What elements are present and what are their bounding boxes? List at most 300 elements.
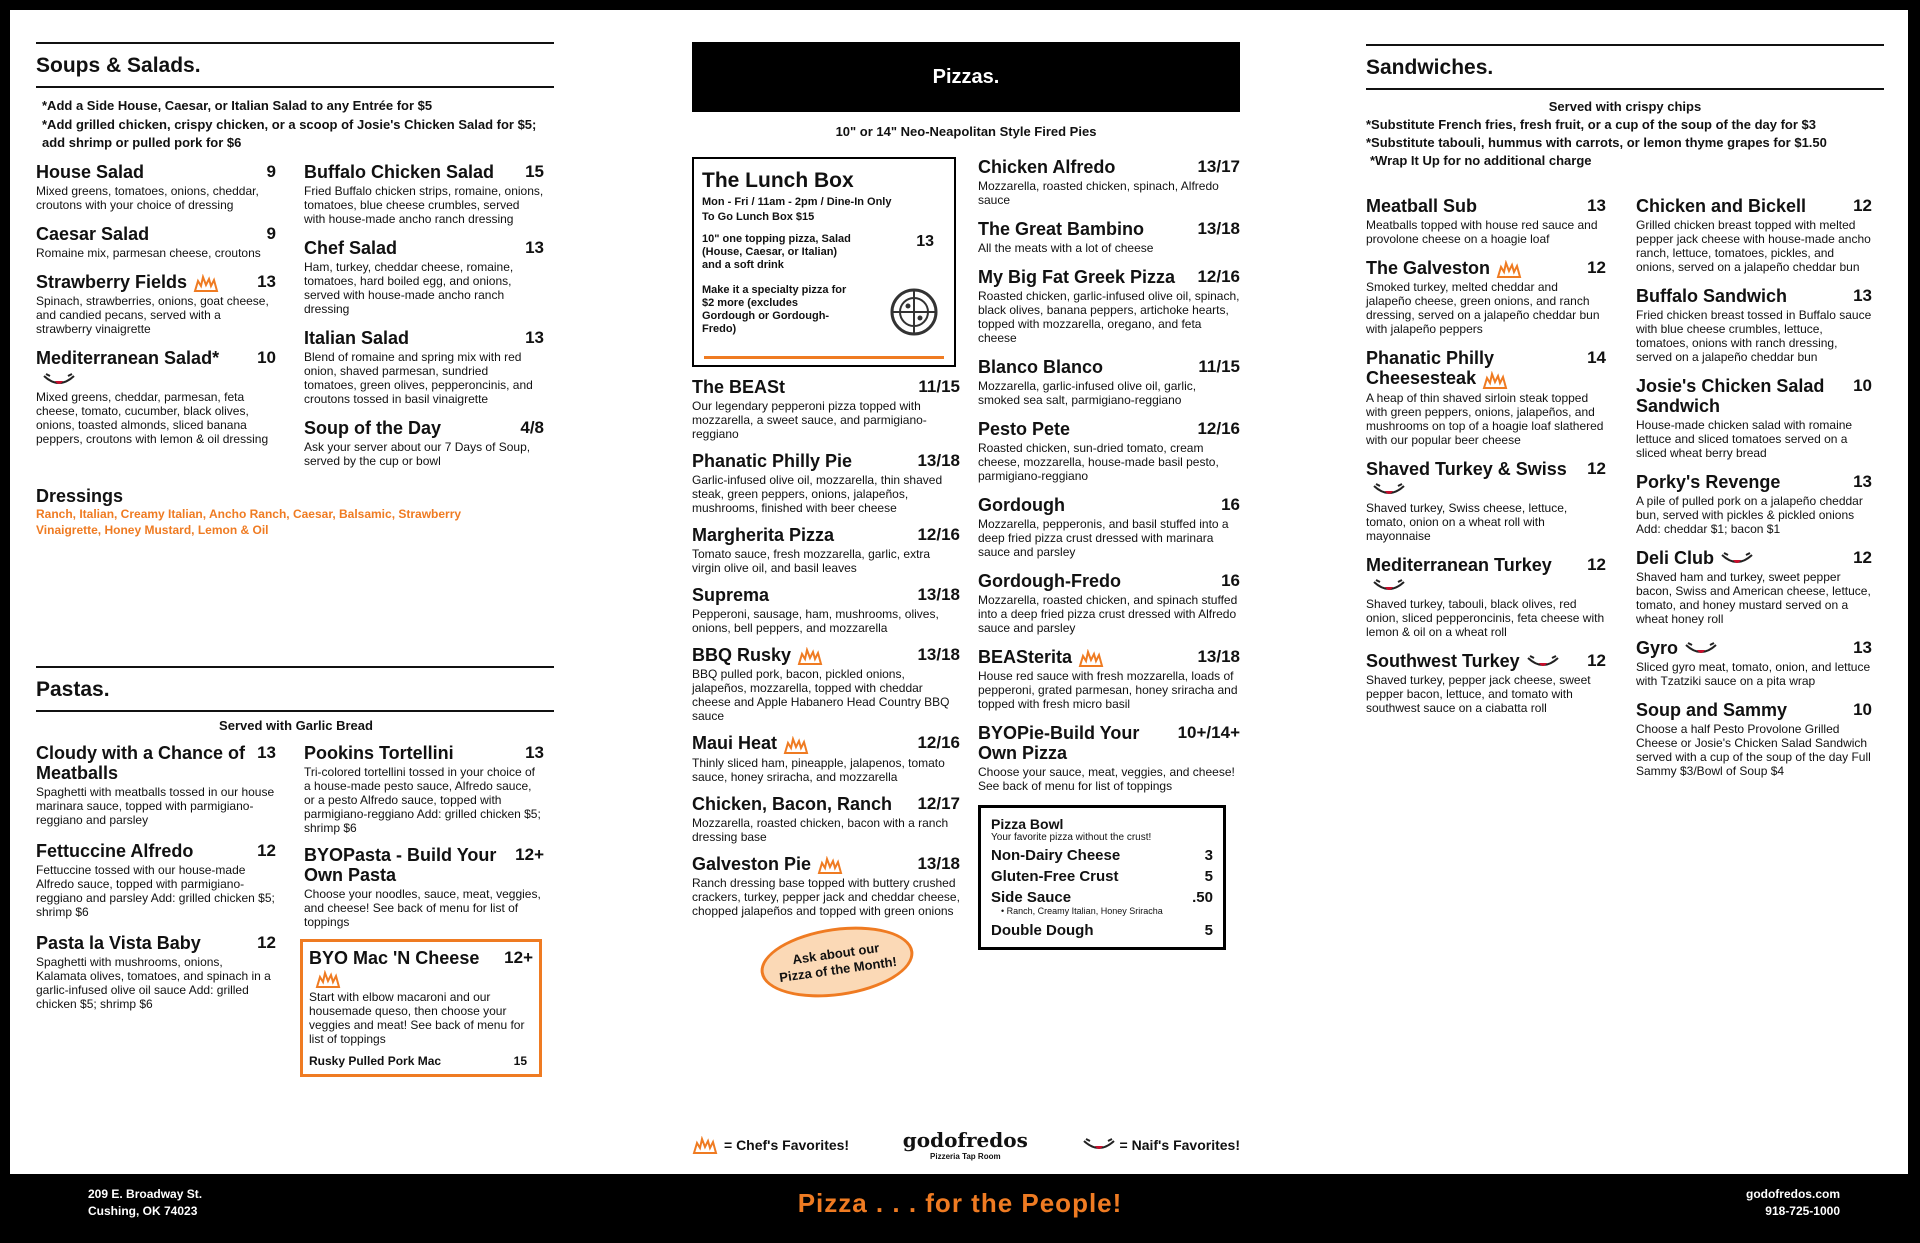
menu-item-name [978,157,1115,177]
menu-item-header [304,238,544,258]
menu-item-header [304,328,544,348]
mac-sub-item [309,1054,533,1068]
menu-item [692,854,960,918]
menu-item-header [978,267,1240,287]
bowl-row-name: Double Dough [991,922,1094,940]
bowl-row-name: Non-Dairy Cheese [991,847,1121,865]
menu-item-name-text: My Big Fat Greek Pizza [978,267,1176,287]
menu-item-name-text: Strawberry Fields [36,272,188,292]
menu-item-price: 14 [1587,348,1606,368]
menu-item-price: 16 [1221,495,1240,514]
soups-note: *Add grilled chicken, crispy chicken, or a scoop of Josie's Chicken Salad for $5; add shrimp or pulled pork for $6 [42,117,537,150]
menu-item-name [692,585,769,605]
soups-title: Soups & Salads. [36,54,201,77]
menu-item-header [36,841,276,861]
menu-item-name-text: The Great Bambino [978,219,1145,239]
legend-naif-text: = Naif's Favorites! [1119,1136,1240,1153]
bowl-row-name: Gluten-Free Crust [991,868,1119,886]
menu-item-desc: Shaved turkey, tabouli, black olives, red onion, sliced pepperoncinis, feta cheese with lemon & oil on a wheat roll [1366,596,1605,639]
menu-item-name [1636,376,1847,416]
pizzas-right-col [978,157,1240,996]
menu-item-header [1636,286,1872,306]
soups-note: *Add a Side House, Caesar, or Italian Salad to any Entrée for $5 [42,98,433,113]
menu-item [36,933,276,1011]
menu-item [1366,258,1606,336]
bowl-title: Pizza Bowl [991,816,1064,833]
menu-item-desc: Ask your server about our 7 Days of Soup, served by the cup or bowl [304,440,531,468]
menu-item-desc: BBQ pulled pork, bacon, pickled onions, jalapeños, mozzarella, topped with cheddar cheese and Apple Habanero Head Country BBQ sauce [692,667,950,724]
menu-item-name [1366,196,1477,216]
right-column [1366,10,1896,790]
menu-item-header [692,585,960,605]
pastas-right-list [304,743,544,929]
menu-item-header [36,348,276,388]
menu-item-header [978,419,1240,439]
menu-item-desc: Roasted chicken, sun-dried tomato, cream cheese, mozzarella, house-made basil pesto, parmigiano-reggiano [978,441,1219,483]
menu-item [692,585,960,635]
menu-item [692,451,960,515]
menu-item [304,743,544,835]
menu-item-desc: Mixed greens, tomatoes, onions, cheddar, croutons with your choice of dressing [36,184,259,212]
pizza-bowl-box [978,805,1226,950]
menu-item [36,162,276,212]
pizzas-left-list [692,377,960,918]
menu-item-name-text: Caesar Salad [36,224,150,244]
menu-item [1366,196,1606,246]
menu-item [1366,555,1606,639]
menu-item-header [692,645,960,665]
chef-favorite-icon [1482,371,1508,389]
menu-item-price: 12 [1587,554,1606,574]
menu-item-name [978,571,1121,591]
menu-item-header [692,377,960,397]
pizzas-title-bar [692,42,1240,112]
naif-favorite-icon [1372,482,1406,498]
menu-item-desc: Choose your noodles, sauce, meat, veggies, and cheese! See back of menu for list of toppings [304,887,541,929]
menu-item-price: 9 [266,162,276,181]
menu-item-name-text: Buffalo Sandwich [1636,286,1788,306]
menu-item [978,357,1240,407]
menu-item-price: 13 [525,328,544,347]
menu-item [1366,459,1606,543]
menu-item-name [692,854,843,874]
menu-item-desc: Spaghetti with mushrooms, onions, Kalamata olives, tomatoes, and spinach in a garlic-infused olive oil sauce Add: grilled chicken $5; shrimp $6 [36,955,271,1011]
naif-favorite-icon [1082,1137,1116,1153]
menu-item-name [692,645,823,665]
menu-item [1636,638,1872,688]
naif-favorite-icon [1684,641,1718,657]
menu-item-price: 9 [266,224,276,243]
mac-box [300,939,542,1077]
menu-item-desc: Choose a half Pesto Provolone Grilled Cheese or Josie's Chicken Salad Sandwich served with a cup of the soup of the day Full Sammy $3/Bowl of Soup $4 [1636,722,1871,778]
menu-item [1636,472,1872,536]
menu-item-name [978,723,1172,763]
sandwich-note: *Substitute tabouli, hummus with carrots, or lemon thyme grapes for $1.50 [1366,135,1827,150]
sandwich-left-list [1366,196,1606,790]
bowl-row-name: Side Sauce [991,889,1072,907]
chef-favorite-icon [315,970,341,988]
menu-item [36,841,276,919]
dressings-list: Ranch, Italian, Creamy Italian, Ancho Ranch, Caesar, Balsamic, Strawberry Vinaigrette, Honey Mustard, Lemon & Oil [36,507,462,537]
naif-favorite-icon [42,372,76,388]
menu-item-name-text: Phanatic Philly Pie [692,451,853,471]
menu-item-header [1366,258,1606,278]
menu-item-price: 12 [1587,650,1606,670]
menu-item-name [36,841,193,861]
menu-item [1636,700,1872,778]
menu-item-desc: Pepperoni, sausage, ham, mushrooms, olives, onions, bell peppers, and mozzarella [692,607,939,635]
menu-item-name-text: Gyro [1636,638,1679,658]
phone-number[interactable]: 918-725-1000 [1765,1204,1840,1218]
menu-item-price: 12/16 [1197,419,1240,438]
menu-item [304,328,544,406]
bowl-row-price: 5 [1204,868,1213,886]
menu-item-price: 11/15 [1198,357,1240,376]
menu-item [978,647,1240,711]
menu-item-name-text: Porky's Revenge [1636,472,1781,492]
menu-item-header [1636,472,1872,492]
menu-item-header [304,743,544,763]
menu-item-name-text: Mediterranean Salad* [36,348,220,369]
menu-item-price: 4/8 [520,418,544,437]
chef-favorite-icon [797,647,823,665]
pizzas-title: Pizzas. [932,65,1000,88]
menu-item-header [978,157,1240,177]
menu-item [692,645,960,723]
lunch-hours: Mon - Fri / 11am - 2pm / Dine-In Only [702,196,892,208]
menu-item-name-text: The Galveston [1366,258,1491,278]
legend-naif [1082,1137,1240,1153]
menu-item-desc: Spaghetti with meatballs tossed in our house marinara sauce, topped with parmigiano-reggiano and parsley [36,785,275,827]
menu-item-price: 13/18 [917,853,960,873]
menu-item-price: 12/16 [917,733,960,753]
menu-item-name-text: Fettuccine Alfredo [36,841,194,861]
menu-item-name [978,419,1070,439]
menu-item-name [304,162,494,182]
menu-item-header [36,743,276,783]
mac-sub-price: 15 [513,1054,527,1069]
menu-item-name [978,647,1104,667]
menu-item-price: 13/18 [917,451,960,470]
menu-item-header [692,451,960,471]
menu-item-desc: Mozzarella, roasted chicken, and spinach stuffed into a deep fried pizza crust dressed with Alfredo sauce and parsley [978,593,1238,635]
bowl-row-price: 3 [1204,847,1213,865]
menu-item [1366,348,1606,446]
menu-item-header [692,733,960,753]
naif-favorite-icon [1720,551,1754,567]
menu-item-desc: Choose your sauce, meat, veggies, and cheese! See back of menu for list of toppings [978,765,1235,794]
menu-item-name [1366,258,1522,278]
menu-item-desc: Mozzarella, roasted chicken, spinach, Alfredo sauce [978,179,1219,207]
bowl-row [991,922,1213,939]
menu-item-name [1636,472,1780,492]
menu-item-price: 13/18 [1197,647,1240,666]
menu-item [978,267,1240,345]
menu-item [304,238,544,316]
menu-item-name [692,794,892,814]
menu-item [692,794,960,844]
menu-item-price: 10 [257,348,276,368]
menu-item [304,162,544,226]
menu-item-name [1366,651,1560,671]
menu-item-header [1366,196,1606,216]
sandwich-note: *Substitute French fries, fresh fruit, or a cup of the soup of the day for $3 [1366,117,1816,132]
chef-favorite-icon [1496,260,1522,278]
legend-chef [692,1136,849,1154]
menu-item-name-text: Blanco Blanco [978,357,1104,377]
menu-item-desc: Fettuccine tossed with our house-made Alfredo sauce, topped with parmigiano-reggiano and parsley Add: grilled chicken $5; shrimp $6 [36,863,275,919]
menu-item-price: 10 [1853,376,1872,395]
naif-favorite-icon [1526,654,1560,670]
menu-item-header [1636,376,1872,416]
menu-item-name-text: Cloudy with a Chance of Meatballs [36,743,246,783]
menu-item-desc: Roasted chicken, garlic-infused olive oil, spinach, black olives, banana peppers, artichoke hearts, topped with mozzarella, oregano, and feta cheese [978,289,1240,345]
menu-item-name-text: BYOPie-Build Your Own Pizza [978,723,1140,764]
menu-item-name-text: Gordough [978,495,1065,515]
menu-item-desc: All the meats with a lot of cheese [978,241,1154,255]
menu-item-header [978,219,1240,239]
mac-sub-name: Rusky Pulled Pork Mac [309,1054,442,1069]
menu-item [1366,651,1606,715]
sandwiches-title: Sandwiches. [1366,56,1494,79]
legend-chef-text: = Chef's Favorites! [724,1136,850,1153]
pastas-title: Pastas. [36,678,110,701]
menu-item-desc: House red sauce with fresh mozzarella, loads of pepperoni, grated parmesan, honey sriracha and topped with fresh micro basil [978,669,1238,712]
website-link[interactable]: godofredos.com [1745,1187,1840,1201]
pizzas-left-col [692,157,960,996]
menu-item-name-text: House Salad [36,162,145,182]
menu-item-desc: Romaine mix, parmesan cheese, croutons [36,246,261,260]
logo-text: godofredos [902,1128,1028,1152]
divider [36,666,554,668]
mac-item [309,948,533,988]
menu-item-name [1366,348,1581,388]
menu-item [692,525,960,575]
menu-item-header [1366,348,1606,388]
menu-item-price: 13 [1853,638,1872,657]
menu-item-name-text: Chicken and Bickell [1636,196,1807,216]
menu-item-name-text: Chef Salad [304,238,398,258]
menu-item-name-text: Margherita Pizza [692,525,835,545]
menu-item-name-text: Soup of the Day [304,418,442,438]
left-column [36,10,556,1069]
menu-item-name [304,845,509,885]
menu-item-desc: Mixed greens, cheddar, parmesan, feta cheese, tomato, cucumber, black olives, onions, toasted almonds, sliced banana peppers, croutons with lemon & oil dressing [36,390,269,447]
menu-item-desc: A pile of pulled pork on a jalapeño cheddar bun, served with pickles & pickled onions Add: cheddar $1; bacon $1 [1636,494,1863,536]
menu-item-price: 16 [1221,571,1240,590]
menu-item [692,377,960,441]
menu-item-header [36,272,276,292]
menu-item-name-text: Italian Salad [304,328,410,348]
pastas-left-list [36,743,276,1077]
menu-item [978,571,1240,635]
sandwich-note: *Wrap It Up for no additional charge [1370,153,1592,168]
menu-item-price: 13 [525,238,544,257]
lunch-specialty-row [702,284,946,340]
menu-item-name-text: Suprema [692,585,770,605]
menu-item-desc: Ham, turkey, cheddar cheese, romaine, tomatoes, hard boiled egg, and onions, served with house-made ancho ranch dressing [304,260,514,316]
pizzas-subtitle: 10" or 14" Neo-Neapolitan Style Fired Pies [835,124,1097,139]
menu-item-name-text: Phanatic Philly Cheesesteak [1366,348,1495,389]
menu-item-header [36,162,276,182]
menu-item-header [692,525,960,545]
menu-item-name [36,743,251,783]
menu-item-header [1636,700,1872,720]
menu-item [1636,376,1872,460]
menu-item-header [978,723,1240,763]
menu-item-price: 13/18 [1197,219,1240,238]
menu-item-name [1636,700,1787,720]
menu-item-desc: Grilled chicken breast topped with melted pepper jack cheese with house-made ancho ranch, lettuce, tomatoes, pickles, and onions, served on a jalapeño cheddar bun [1636,218,1871,274]
menu-item-price: 13/18 [917,585,960,604]
menu-item-name [1636,548,1754,568]
menu-item-price: 12+ [515,845,544,864]
menu-page [10,10,1908,1174]
menu-item-desc: Blend of romaine and spring mix with red onion, shaved parmesan, sundried tomatoes, green olives, pepperoncinis, and croutons tossed in basil vinaigrette [304,350,533,406]
soups-left-list [36,162,276,480]
dressings-title: Dressings [36,486,124,506]
menu-item-header [692,854,960,874]
menu-item-desc: Tri-colored tortellini tossed in your choice of a house-made pesto sauce, Alfredo sauce, or a pesto Alfredo sauce, topped with parmigiano-reggiano Add: grilled chicken $5; shrimp $6 [304,765,541,835]
menu-item [978,723,1240,793]
menu-item-desc: Spinach, strawberries, onions, goat cheese, and candied pecans, served with a strawberry vinaigrette [36,294,269,337]
menu-item-header [978,647,1240,667]
menu-item [36,272,276,336]
menu-item-price: 12 [1853,196,1872,215]
chef-favorite-icon [817,856,843,874]
mac-desc: Start with elbow macaroni and our housemade queso, then choose your veggies and meat! See back of menu for list of toppings [309,990,525,1047]
menu-item-name-text: Maui Heat [692,733,778,754]
lunch-price: 13 [916,233,934,250]
lunch-specialty: Make it a specialty pizza for $2 more (excludes Gordough or Gordough-Fredo) [702,284,847,335]
menu-item [304,845,544,929]
menu-item-header [304,845,544,885]
menu-item-header [978,571,1240,591]
pastas-grid [36,743,556,1077]
menu-item-desc: Shaved turkey, Swiss cheese, lettuce, tomato, onion on a wheat roll with mayonnaise [1366,500,1568,543]
menu-item-desc: Thinly sliced ham, pineapple, jalapenos, tomato sauce, honey sriracha, and mozzarella [692,755,945,784]
menu-item-name [36,162,144,182]
menu-item-price: 13 [1853,286,1872,305]
menu-item-name-text: BEASterita [978,647,1073,667]
menu-item-header [1366,651,1606,671]
menu-item-name-text: Pasta la Vista Baby [36,933,201,953]
menu-item-header [1636,638,1872,658]
menu-item-header [1636,196,1872,216]
menu-item-price: 15 [525,162,544,181]
menu-item-name [304,328,409,348]
mac-name [309,948,498,988]
menu-item-name [36,224,149,244]
menu-item-name-text: Mediterranean Turkey [1366,554,1552,575]
menu-item-name-text: Meatball Sub [1366,196,1478,216]
pastas-subtitle: Served with Garlic Bread [219,718,373,733]
bowl-row-price: 5 [1204,922,1213,940]
chef-favorite-icon [692,1136,718,1154]
menu-item-header [692,794,960,814]
menu-item-price: 13 [1587,196,1606,215]
menu-item-header [978,357,1240,377]
menu-item-desc: Tomato sauce, fresh mozzarella, garlic, extra virgin olive oil, and basil leaves [692,547,931,575]
menu-item-desc: Ranch dressing base topped with buttery crushed crackers, turkey, pepper jack and cheddar cheese, chopped jalapeños and topped with green onions [692,875,960,918]
menu-item-desc: House-made chicken salad with romaine lettuce and sliced tomatoes served on a sliced wheat berry bread [1636,418,1853,460]
menu-item-price: 11/15 [918,377,960,396]
menu-item [978,219,1240,255]
chef-favorite-icon [1078,649,1104,667]
menu-item-name [36,272,219,292]
menu-item-name-text: BYOPasta - Build Your Own Pasta [304,845,497,885]
menu-item [1636,196,1872,274]
menu-item [1636,548,1872,626]
address-line: Cushing, OK 74023 [88,1204,198,1218]
menu-item-name [978,357,1103,377]
menu-item-price: 13 [257,272,276,291]
sandwich-right-list [1636,196,1872,790]
middle-column [692,10,1252,1161]
menu-item [692,733,960,783]
menu-item-name [304,238,397,258]
soups-grid [36,162,556,480]
menu-item-name [304,418,441,438]
footer-contact [1746,1186,1840,1220]
menu-item-name [692,525,834,545]
menu-item [1636,286,1872,364]
menu-item-desc: Meatballs topped with house red sauce and provolone cheese on a hoagie loaf [1366,218,1598,246]
menu-item-name-text: Deli Club [1636,548,1715,568]
menu-item-desc: Mozzarella, pepperonis, and basil stuffed into a deep fried pizza crust dressed with marinara sauce and parsley [978,517,1229,559]
bowl-sauce-note: • Ranch, Creamy Italian, Honey Sriracha [1001,906,1163,917]
menu-item-price: 13/18 [917,645,960,664]
menu-item-name-text: Southwest Turkey [1366,650,1520,671]
menu-item-price: 13 [525,743,544,762]
bowl-row [991,868,1213,885]
bowl-row-price: .50 [1192,889,1213,907]
menu-item [304,418,544,468]
menu-item-name-text: The BEASt [692,377,786,397]
menu-item-name [36,933,201,953]
menu-item-desc: Smoked turkey, melted cheddar and jalapeño cheese, green onions, and ranch dressing, served on a jalapeño cheddar bun with jalapeño peppers [1366,280,1600,337]
legend-row [692,1128,1240,1161]
menu-item-desc: Fried chicken breast tossed in Buffalo sauce with blue cheese crumbles, lettuce, tomatoes, onions with ranch dressing, served on a jalapeño cheddar bun [1636,308,1872,364]
menu-item-desc: Shaved turkey, pepper jack cheese, sweet pepper bacon, lettuce, and tomato with southwest sauce on a ciabatta roll [1366,672,1591,715]
menu-item [36,743,276,827]
lunch-box [692,157,956,367]
menu-item-desc: A heap of thin shaved sirloin steak topped with green peppers, onions, jalapeños, and mushrooms on top of a hoagie loaf slathered with our popular beer cheese [1366,390,1604,447]
menu-item-name [978,495,1065,515]
menu-item-price: 12/16 [1197,267,1240,286]
menu-item-price: 12 [1587,258,1606,277]
menu-item-name [304,743,454,763]
menu-item [978,419,1240,483]
pizza-of-month-badge [756,917,918,1006]
menu-item-name [692,377,785,397]
mac-name-text: BYO Mac 'N Cheese [309,948,480,968]
menu-item-desc: Mozzarella, roasted chicken, bacon with a ranch dressing base [692,815,949,844]
menu-item-name [1636,196,1806,216]
menu-item-name [1636,286,1787,306]
menu-item-desc: Our legendary pepperoni pizza topped with mozzarella, a sweet sauce, and parmigiano-reggiano [692,399,927,441]
menu-item-name-text: Pookins Tortellini [304,743,454,763]
menu-item-price: 12/16 [917,525,960,544]
menu-item-name [36,348,251,388]
tagline: Pizza . . . for the People! [797,1188,1123,1218]
bowl-row [991,889,1213,906]
chef-favorite-icon [783,736,809,754]
menu-item-header [36,224,276,244]
badge-text: Ask about our Pizza of the Month! [778,939,898,985]
menu-item-header [1366,555,1606,595]
menu-item-price: 10+/14+ [1177,723,1240,743]
